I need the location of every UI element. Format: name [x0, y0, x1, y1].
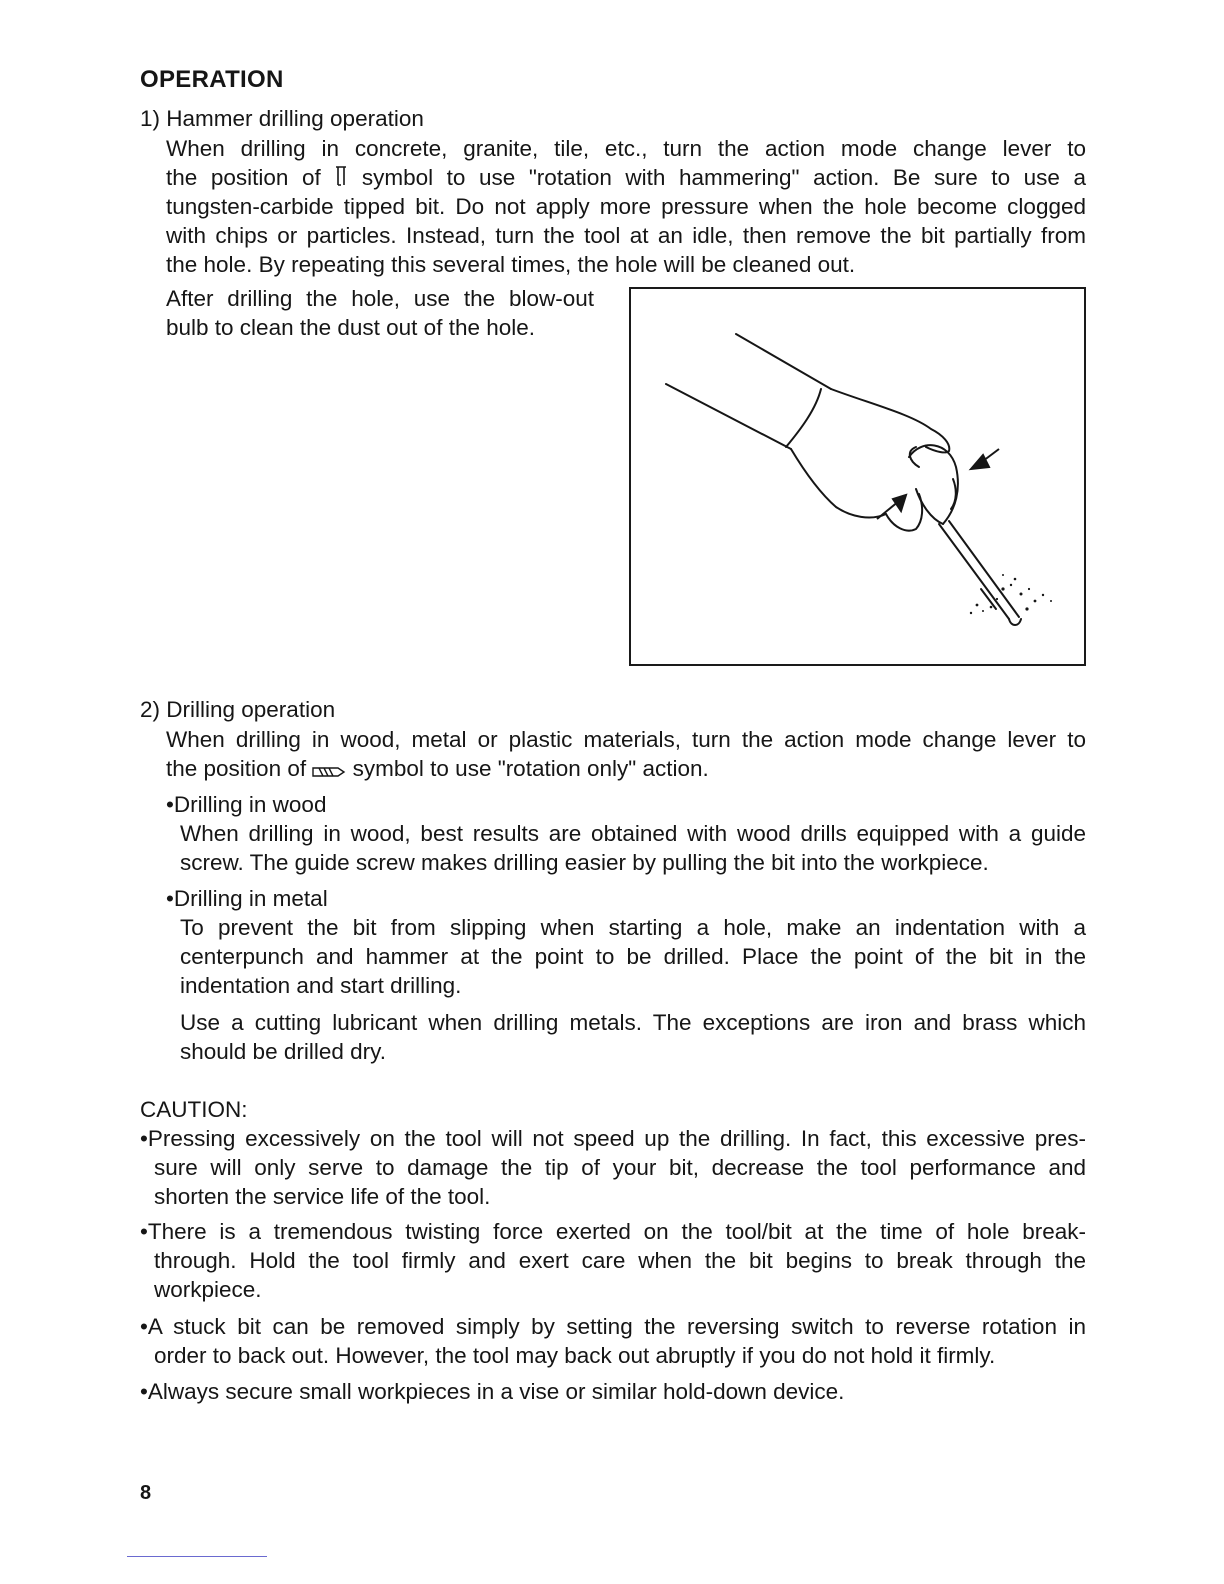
section2-line2-pre: the position of	[166, 756, 307, 781]
section2-line2	[166, 754, 709, 785]
caution-b1-text: Pressing excessively on the tool will not speed up the drilling. In fact, this excessive pres-	[147, 1126, 1086, 1151]
section1-line4: with chips or particles. Instead, turn the tool at an idle, then remove the bit partially from	[166, 223, 1086, 248]
section2-title: 2) Drilling operation	[140, 697, 336, 722]
figure-frame	[629, 287, 1086, 666]
caution-b1-line3: shorten the service life of the tool.	[154, 1184, 491, 1209]
caution-b2-line1	[140, 1217, 1086, 1246]
caution-b2-text: There is a tremendous twisting force exerted on the tool/bit at the time of hole break-	[147, 1219, 1086, 1244]
metal-line2: centerpunch and hammer at the point to be drilled. Place the point of the bit in the	[180, 944, 1086, 969]
wood-subtitle	[166, 790, 326, 819]
metal-title: Drilling in metal	[173, 886, 328, 911]
section1-line2	[166, 163, 1086, 194]
section1-line1: When drilling in concrete, granite, tile, etc., turn the action mode change lever to	[166, 136, 1086, 161]
bullet: •	[140, 1219, 148, 1244]
section1-line3: tungsten-carbide tipped bit. Do not apply more pressure when the hole become clogged	[166, 194, 1086, 219]
caution-b4-line1	[140, 1377, 844, 1406]
section1-title: 1) Hammer drilling operation	[140, 106, 424, 131]
section1-line5: the hole. By repeating this several times, the hole will be cleaned out.	[166, 252, 856, 277]
wood-line2: screw. The guide screw makes drilling easier by pulling the bit into the workpiece.	[180, 850, 989, 875]
caution-b1-line1	[140, 1124, 1086, 1153]
metal-line4: Use a cutting lubricant when drilling metals. The exceptions are iron and brass which	[180, 1010, 1086, 1035]
section2-line2-post: symbol to use "rotation only" action.	[352, 756, 709, 781]
bullet: •	[140, 1126, 148, 1151]
section1-after-line1: After drilling the hole, use the blow-out	[166, 286, 594, 311]
caution-b3-line2: order to back out. However, the tool may back out abruptly if you do not hold it firmly.	[154, 1343, 996, 1368]
hammer-mode-icon	[334, 165, 348, 194]
bullet: •	[166, 886, 174, 911]
caution-b3-text: A stuck bit can be removed simply by setting the reversing switch to reverse rotation in	[147, 1314, 1086, 1339]
metal-line1: To prevent the bit from slipping when starting a hole, make an indentation with a	[180, 915, 1086, 940]
caution-b2-line2: through. Hold the tool firmly and exert care when the bit begins to break through the	[154, 1248, 1086, 1273]
section1-after-line2: bulb to clean the dust out of the hole.	[166, 315, 536, 340]
page-heading: OPERATION	[140, 66, 284, 93]
blow-out-bulb-illustration	[631, 289, 1084, 664]
metal-subtitle	[166, 884, 328, 913]
caution-b2-line3: workpiece.	[154, 1277, 262, 1302]
page-number: 8	[140, 1482, 152, 1504]
section1-line2-post: symbol to use "rotation with hammering" action. Be sure to use a	[361, 165, 1086, 190]
footer-rule	[127, 1556, 267, 1557]
section1-line2-pre: the position of	[166, 165, 321, 190]
drill-mode-icon	[312, 756, 346, 785]
caution-b3-line1	[140, 1312, 1086, 1341]
wood-line1: When drilling in wood, best results are obtained with wood drills equipped with a guide	[180, 821, 1086, 846]
section2-line1: When drilling in wood, metal or plastic materials, turn the action mode change lever to	[166, 727, 1086, 752]
bullet: •	[166, 792, 174, 817]
metal-line3: indentation and start drilling.	[180, 973, 462, 998]
caution-title: CAUTION:	[140, 1097, 248, 1122]
metal-line5: should be drilled dry.	[180, 1039, 386, 1064]
bullet: •	[140, 1379, 148, 1404]
bullet: •	[140, 1314, 148, 1339]
caution-b1-line2: sure will only serve to damage the tip of your bit, decrease the tool performance and	[154, 1155, 1086, 1180]
caution-b4-text: Always secure small workpieces in a vise or similar hold-down device.	[147, 1379, 845, 1404]
wood-title: Drilling in wood	[173, 792, 327, 817]
